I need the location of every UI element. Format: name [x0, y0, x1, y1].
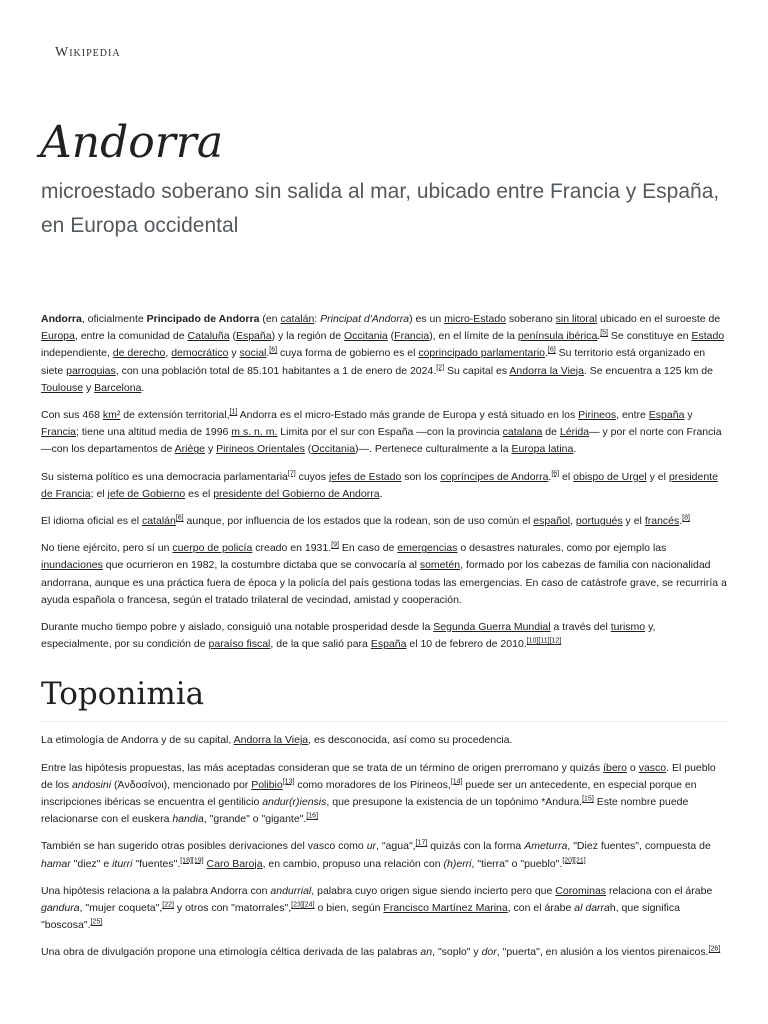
- reference-link[interactable]: [13]: [282, 778, 295, 786]
- text: , oficialmente: [81, 313, 147, 325]
- reference-link[interactable]: [20]: [562, 857, 574, 865]
- text: iturri: [112, 857, 133, 870]
- reference-link[interactable]: [19]: [191, 857, 204, 865]
- link-presidente-de-francia[interactable]: presidente de Francia: [41, 470, 718, 500]
- intro-paragraph-1: [41, 311, 727, 397]
- text: .: [597, 330, 601, 343]
- text: .: [545, 347, 548, 360]
- text: .: [266, 347, 270, 360]
- text: , "agua",: [376, 840, 416, 853]
- text: :: [314, 313, 321, 325]
- link-occitania[interactable]: Occitania: [311, 443, 356, 456]
- text: hamar: [41, 857, 71, 870]
- link-vasco[interactable]: vasco: [638, 761, 667, 774]
- reference-link[interactable]: [22]: [162, 901, 174, 909]
- text: son los: [401, 470, 441, 483]
- text: ; tiene una altitud media de 1996: [76, 426, 232, 439]
- text: "diez" e: [70, 857, 113, 870]
- text: quizás con la forma: [427, 840, 525, 853]
- text: Ameturra: [524, 840, 568, 853]
- text: al darra: [574, 902, 610, 915]
- text: En caso de: [338, 542, 398, 555]
- text: y el: [646, 470, 669, 483]
- reference-link[interactable]: [12]: [549, 637, 562, 645]
- text: , "tierra" o "pueblo".: [471, 857, 563, 870]
- text: La etimología de Andorra y de su capital,: [41, 734, 234, 747]
- link-portugues[interactable]: portugués: [575, 515, 623, 528]
- link-ariege[interactable]: Ariège: [174, 443, 206, 456]
- text: Su territorio está organizado en siete: [41, 347, 706, 377]
- reference-link[interactable]: [15]: [582, 795, 594, 803]
- text: , "mujer coqueta",: [79, 902, 163, 915]
- text: Se constituye en: [608, 330, 692, 343]
- link-cuerpo-de-policia[interactable]: cuerpo de policía: [172, 542, 253, 555]
- reference-link[interactable]: [10]: [526, 637, 539, 645]
- intro-paragraph-6: [41, 619, 727, 653]
- text: ), en el límite de la: [429, 330, 518, 343]
- reference-link[interactable]: [1]: [229, 408, 238, 416]
- reference-link[interactable]: [14]: [450, 778, 463, 786]
- link-europa-latina[interactable]: Europa latina: [511, 443, 574, 456]
- text: Principado de Andorra: [146, 313, 260, 325]
- text: o desastres naturales, como por ejemplo las: [457, 542, 667, 555]
- text: ) es un: [409, 313, 445, 325]
- link-toulouse[interactable]: Toulouse: [41, 381, 84, 394]
- link-polibio[interactable]: Polibio: [251, 778, 283, 791]
- reference-link[interactable]: [8]: [682, 514, 690, 522]
- text: , entre: [616, 409, 649, 422]
- text: aunque, por influencia de los estados que la rodean, son de uso común el: [183, 515, 534, 528]
- text: o bien, según: [314, 902, 384, 915]
- text: , de la que salió para: [270, 638, 371, 651]
- reference-link[interactable]: [6]: [175, 514, 184, 522]
- text: Con sus 468: [41, 409, 103, 422]
- text: , formado por los cabezas de familia con nacionalidad andorrana, aunque es una práctica fuera de época y la policía del país gestiona todas las emergencias. En caso de catástrofe grave, se recurriría a ayuda española o francesa, según el tratado trilateral de vecindad, amistad y cooperación.: [41, 559, 727, 606]
- text: andurrial: [270, 884, 312, 897]
- link-emergencias[interactable]: emergencias: [397, 542, 458, 555]
- text: No tiene ejército, pero sí un: [41, 542, 173, 555]
- text: cuyos: [295, 470, 329, 483]
- reference-link[interactable]: [26]: [708, 945, 721, 953]
- link-msnm[interactable]: m s. n. m.: [231, 426, 278, 439]
- text: , en cambio, propuso una relación con: [262, 857, 444, 870]
- text: el: [559, 470, 574, 483]
- reference-link[interactable]: [7]: [287, 470, 296, 478]
- link-obispo-de-urgel[interactable]: obispo de Urgel: [573, 470, 647, 483]
- intro-paragraph-5: [41, 540, 727, 609]
- link-espana[interactable]: España: [370, 638, 407, 651]
- reference-link[interactable]: [6]: [269, 346, 278, 354]
- text: Andorra es el micro-Estado más grande de Europa y está situado en los: [237, 409, 579, 422]
- link-sin-litoral[interactable]: sin litoral: [555, 313, 598, 325]
- text: h, que significa "boscosa".: [41, 902, 680, 932]
- toponimia-paragraph-1: [41, 732, 727, 749]
- link-presidente-gobierno-andorra[interactable]: presidente del Gobierno de Andorra: [213, 487, 380, 500]
- text: ) y la región de: [271, 330, 344, 343]
- text: ,: [570, 515, 576, 528]
- text: (: [229, 330, 236, 343]
- link-segunda-guerra-mundial[interactable]: Segunda Guerra Mundial: [433, 621, 551, 634]
- text: .: [548, 470, 552, 483]
- text: gandura: [41, 902, 80, 915]
- reference-link[interactable]: [23]: [291, 901, 303, 909]
- link-lerida[interactable]: Lérida: [559, 426, 590, 439]
- text: Limita por el sur con España —con la provincia: [277, 426, 503, 439]
- toponimia-paragraph-3: [41, 838, 727, 872]
- text: Principat d'Andorra: [320, 313, 410, 325]
- reference-link[interactable]: [17]: [415, 839, 428, 847]
- text: dor: [481, 946, 497, 959]
- toponimia-paragraph-5: [41, 944, 727, 961]
- text: (: [387, 330, 395, 343]
- text: Este nombre puede relacionarse con el euskera: [41, 796, 689, 826]
- text: (: [304, 443, 312, 456]
- link-catalan[interactable]: catalán: [280, 313, 315, 325]
- text: andosini: [71, 778, 112, 791]
- link-km2[interactable]: km²: [102, 409, 121, 422]
- link-coprincipado[interactable]: coprincipado parlamentario: [418, 347, 545, 360]
- text: Durante mucho tiempo pobre y aislado, consiguió una notable prosperidad desde la: [41, 621, 434, 634]
- text: de: [542, 426, 560, 439]
- link-espana[interactable]: España: [235, 330, 272, 343]
- link-peninsula-iberica[interactable]: península ibérica: [517, 330, 598, 343]
- intro-paragraph-2: [41, 407, 727, 459]
- section-heading-toponimia: Toponimia: [41, 671, 727, 722]
- link-pirineos[interactable]: Pirineos: [578, 409, 617, 422]
- text: , con una población total de 85.101 habitantes a 1 de enero de 2024.: [115, 364, 437, 377]
- link-occitania[interactable]: Occitania: [343, 330, 388, 343]
- toponimia-paragraph-4: [41, 883, 727, 935]
- link-social[interactable]: social: [239, 347, 267, 360]
- text: .: [141, 381, 145, 394]
- link-europa[interactable]: Europa: [41, 330, 75, 343]
- link-someten[interactable]: sometén: [419, 559, 461, 572]
- link-espana[interactable]: España: [648, 409, 685, 422]
- text: creado en 1931.: [252, 542, 332, 555]
- text: independiente,: [41, 347, 113, 360]
- link-estado[interactable]: Estado: [691, 330, 725, 343]
- link-pirineos-orientales[interactable]: Pirineos Orientales: [216, 443, 305, 456]
- page-subtitle: microestado soberano sin salida al mar, ubicado entre Francia y España, en Europa occidental: [41, 180, 720, 237]
- text: o: [627, 761, 639, 774]
- link-inundaciones[interactable]: inundaciones: [41, 559, 103, 572]
- link-andorra-la-vieja[interactable]: Andorra la Vieja: [233, 734, 309, 747]
- text: , palabra cuyo origen sigue siendo incierto pero que: [311, 884, 556, 897]
- text: Su sistema político es una democracia parlamentaria: [41, 470, 288, 483]
- text: , "puerta", en alusión a los vientos pirenaicos.: [496, 946, 709, 959]
- reference-link[interactable]: [25]: [90, 918, 103, 926]
- text: Entre las hipótesis propuestas, las más aceptadas consideran que se trata de un término de origen prerromano y quizás: [41, 761, 604, 774]
- text: soberano: [506, 313, 556, 325]
- text: es el: [185, 487, 214, 500]
- text: , que presupone la existencia de un topónimo *Andura.: [326, 796, 583, 809]
- text: .: [379, 487, 383, 500]
- text: , entre la comunidad de: [74, 330, 188, 343]
- text: puede ser un antecedente, en especial porque en inscripciones ibéricas se encuentra el gentilicio: [41, 778, 697, 809]
- link-democratico[interactable]: democrático: [171, 347, 229, 360]
- text: de extensión territorial,: [120, 409, 230, 422]
- text: (en: [259, 313, 281, 325]
- link-parroquias[interactable]: parroquias: [66, 364, 116, 377]
- text: . El pueblo de los: [41, 761, 716, 791]
- reference-link[interactable]: [16]: [306, 812, 319, 820]
- link-caro-baroja[interactable]: Caro Baroja: [206, 857, 263, 870]
- link-paraiso-fiscal[interactable]: paraíso fiscal: [208, 638, 271, 651]
- text: — y por el norte con Francia —con los departamentos de: [41, 426, 722, 456]
- text: .: [679, 515, 683, 528]
- text: el 10 de febrero de 2010.: [406, 638, 527, 651]
- link-jefe-de-gobierno[interactable]: jefe de Gobierno: [107, 487, 186, 500]
- link-andorra-la-vieja[interactable]: Andorra la Vieja: [509, 364, 584, 377]
- text: y: [684, 409, 693, 422]
- text: . Se encuentra a 125 km de: [583, 364, 713, 377]
- link-francia[interactable]: Francia: [41, 426, 77, 439]
- link-francia[interactable]: Francia: [394, 330, 430, 343]
- text: a través del: [550, 621, 611, 634]
- link-cataluna[interactable]: Cataluña: [187, 330, 230, 343]
- link-barcelona[interactable]: Barcelona: [94, 381, 142, 394]
- reference-link[interactable]: [5]: [600, 329, 609, 337]
- link-de-derecho[interactable]: de derecho: [112, 347, 166, 360]
- reference-link[interactable]: [9]: [331, 541, 339, 549]
- text: andur(r)iensis: [262, 796, 327, 809]
- page-title: Andorra: [40, 117, 224, 168]
- text: relaciona con el árabe: [606, 884, 713, 897]
- text: "fuentes".: [132, 857, 181, 870]
- intro-paragraph-3: [41, 469, 727, 503]
- link-corominas[interactable]: Corominas: [555, 884, 607, 897]
- text: y el: [622, 515, 645, 528]
- text: ,: [165, 347, 172, 360]
- text: (h)erri: [443, 857, 472, 870]
- link-espanol[interactable]: español: [533, 515, 571, 528]
- text: (Ἀνδοσίνοι), mencionado por: [111, 778, 252, 791]
- link-catalan[interactable]: catalán: [141, 515, 176, 528]
- text: y otros con "matorrales",: [173, 902, 292, 915]
- reference-link[interactable]: [24]: [302, 901, 315, 909]
- text: cuya forma de gobierno es el: [277, 347, 419, 360]
- text: que ocurrieron en 1982, la costumbre dictaba que se convocaría al: [102, 559, 420, 572]
- link-micro-estado[interactable]: micro-Estado: [444, 313, 506, 325]
- text: ubicado en el suroeste de: [597, 313, 721, 325]
- text: , "grande" o "gigante".: [203, 813, 307, 826]
- reference-link[interactable]: [11]: [538, 637, 550, 645]
- text: como moradores de los Pirineos,: [294, 778, 451, 791]
- text: .: [573, 443, 577, 456]
- text: También se han sugerido otras posibles derivaciones del vasco como: [41, 840, 367, 853]
- intro-paragraph-4: [41, 513, 727, 530]
- link-jefes-de-estado[interactable]: jefes de Estado: [328, 470, 402, 483]
- link-frances[interactable]: francés: [644, 515, 680, 528]
- text: , "Diez fuentes", compuesta de: [567, 840, 711, 853]
- text: )—. Pertenece culturalmente a la: [355, 443, 512, 456]
- link-ibero[interactable]: íbero: [603, 761, 628, 774]
- text: , con el árabe: [507, 902, 575, 915]
- article-body: [41, 311, 727, 972]
- text: y: [83, 381, 95, 394]
- text: El idioma oficial es el: [41, 515, 142, 528]
- text: Andorra: [41, 313, 82, 325]
- text: Su capital es: [444, 364, 510, 377]
- link-coprincipes[interactable]: copríncipes de Andorra: [440, 470, 549, 483]
- text: , es desconocida, así como su procedencia.: [308, 734, 513, 747]
- text: ; el: [90, 487, 108, 500]
- reference-link[interactable]: [6]: [551, 470, 560, 478]
- toponimia-paragraph-2: [41, 760, 727, 829]
- reference-link[interactable]: [18]: [180, 857, 192, 865]
- reference-link[interactable]: [2]: [436, 364, 445, 372]
- reference-link[interactable]: [6]: [547, 346, 556, 354]
- text: Una obra de divulgación propone una etimología céltica derivada de las palabras: [41, 946, 421, 959]
- reference-link[interactable]: [21]: [574, 857, 586, 865]
- text: y, especialmente, por su condición de: [41, 621, 656, 651]
- wikipedia-logo[interactable]: Wikipedia: [55, 45, 121, 60]
- link-francisco-martinez-marina[interactable]: Francisco Martínez Marina: [383, 902, 508, 915]
- text: an: [420, 946, 433, 959]
- text: handia: [172, 813, 204, 826]
- text: ur: [366, 840, 377, 853]
- text: , "soplo" y: [432, 946, 482, 959]
- text: Una hipótesis relaciona a la palabra Andorra con: [41, 884, 271, 897]
- text: y: [228, 347, 240, 360]
- text: y: [205, 443, 217, 456]
- link-catalana[interactable]: catalana: [502, 426, 543, 439]
- link-turismo[interactable]: turismo: [610, 621, 646, 634]
